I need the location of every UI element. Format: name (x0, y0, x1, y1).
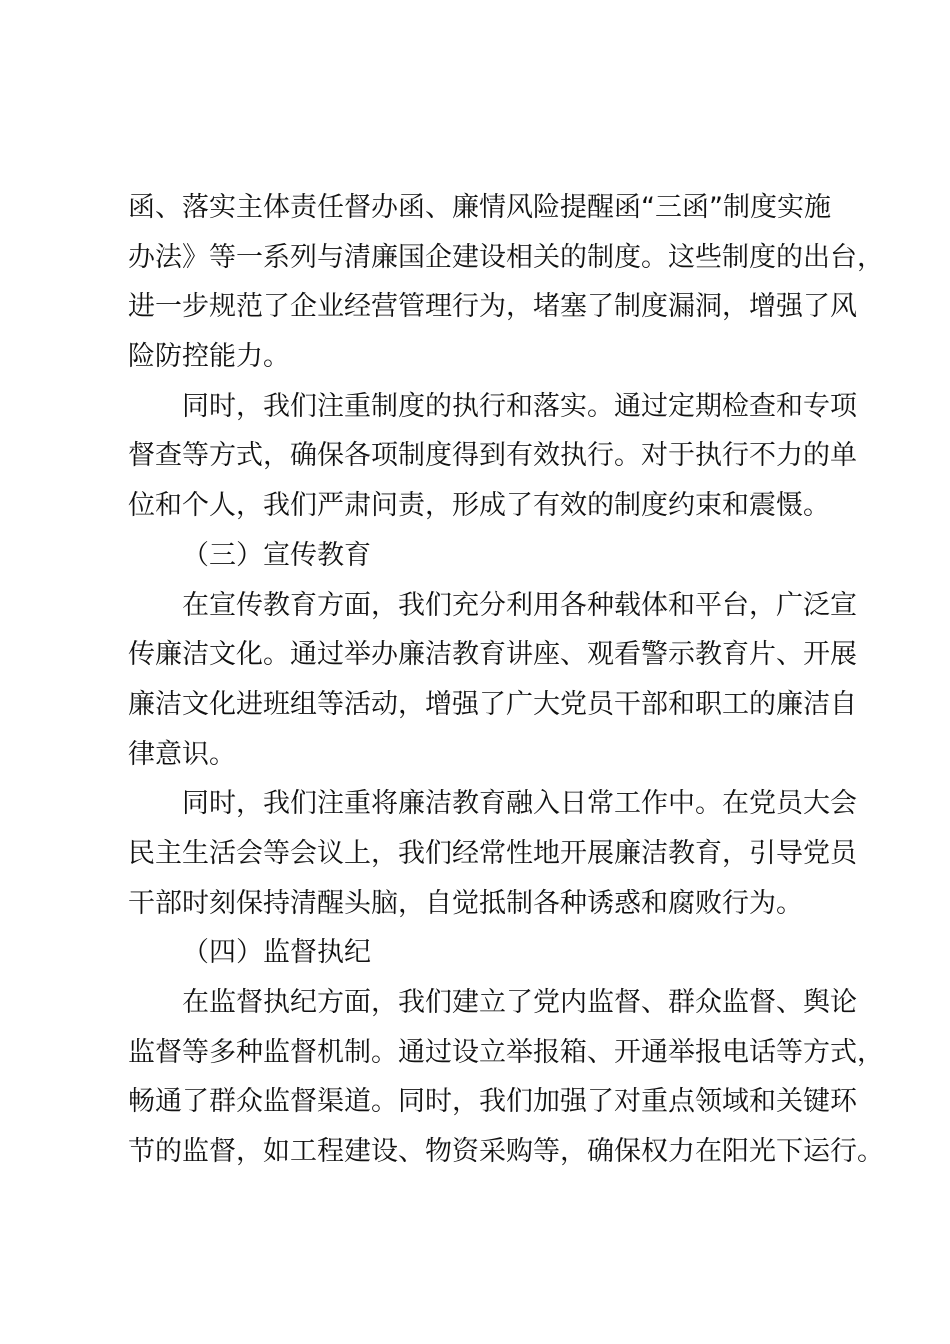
section-heading: （三）宣传教育 (182, 539, 371, 571)
paragraph-line: 传廉洁文化。通过举办廉洁教育讲座、观看警示教育片、开展 (128, 639, 857, 671)
paragraph-line: 进一步规范了企业经营管理行为，堵塞了制度漏洞，增强了风 (128, 291, 857, 323)
paragraph-line: 险防控能力。 (128, 341, 290, 373)
paragraph-line: 位和个人，我们严肃问责，形成了有效的制度约束和震慑。 (128, 490, 830, 522)
document-body (128, 183, 884, 1177)
paragraph-line: 律意识。 (128, 738, 236, 770)
paragraph-line: 办法》等一系列与清廉国企建设相关的制度。这些制度的出台， (128, 241, 884, 273)
paragraph-line: 民主生活会等会议上，我们经常性地开展廉洁教育，引导党员 (128, 837, 857, 869)
section-heading: （四）监督执纪 (182, 937, 371, 969)
paragraph-line: 廉洁文化进班组等活动，增强了广大党员干部和职工的廉洁自 (128, 688, 857, 720)
paragraph-line: 节的监督，如工程建设、物资采购等，确保权力在阳光下运行。 (128, 1136, 884, 1168)
paragraph-line: 同时，我们注重将廉洁教育融入日常工作中。在党员大会 (182, 788, 857, 820)
paragraph-line: 函、落实主体责任督办函、廉情风险提醒函“三函”制度实施 (128, 192, 831, 223)
paragraph-line: 监督等多种监督机制。通过设立举报箱、开通举报电话等方式， (128, 1036, 884, 1068)
paragraph-line: 在宣传教育方面，我们充分利用各种载体和平台，广泛宣 (182, 589, 857, 621)
paragraph-line: 同时，我们注重制度的执行和落实。通过定期检查和专项 (182, 390, 857, 422)
paragraph-line: 畅通了群众监督渠道。同时，我们加强了对重点领域和关键环 (128, 1086, 857, 1118)
paragraph-line: 督查等方式，确保各项制度得到有效执行。对于执行不力的单 (128, 440, 857, 472)
paragraph-line: 干部时刻保持清醒头脑，自觉抵制各种诱惑和腐败行为。 (128, 887, 803, 919)
paragraph-line: 在监督执纪方面，我们建立了党内监督、群众监督、舆论 (182, 987, 857, 1018)
